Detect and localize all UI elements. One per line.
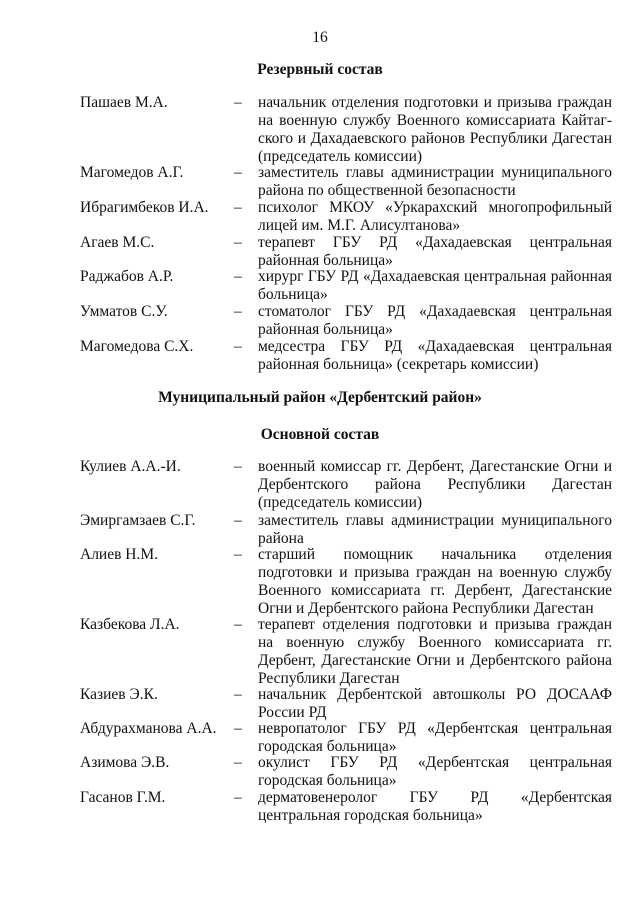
member-row xyxy=(80,458,612,511)
member-name: Алиев Н.М. xyxy=(80,546,159,563)
dash: – xyxy=(234,234,242,251)
member-description: заместитель главы администрации муниципального района по общественной безопасности xyxy=(258,164,612,199)
member-row xyxy=(80,686,612,721)
member-description: медсестра ГБУ РД «Дахадаевская центральная районная больница» (секретарь комиссии) xyxy=(258,338,612,373)
member-description: начальник отделения подготовки и призыва граждан на военную службу Военного комиссариата Кайтаг-ского и Дахадаевского районов Республики Дагестан (председатель комиссии) xyxy=(258,94,612,165)
member-row xyxy=(80,303,612,338)
member-description: старший помощник начальника отделения подготовки и призыва граждан на военную службу Военного комиссариата гг. Дербент, Дагестанские Огни и Дербентского района Республики Дагестан xyxy=(258,546,612,617)
dash: – xyxy=(234,512,242,529)
member-name: Умматов С.У. xyxy=(80,303,168,320)
member-row xyxy=(80,789,612,824)
member-row xyxy=(80,616,612,687)
member-name: Кулиев А.А.-И. xyxy=(80,458,181,475)
member-name: Абдурахманова А.А. xyxy=(80,720,217,737)
member-name: Казбекова Л.А. xyxy=(80,616,180,633)
dash: – xyxy=(234,546,242,563)
member-description: терапевт отделения подготовки и призыва граждан на военную службу Военного комиссариата гг. Дербент, Дагестанские Огни и Дербентского района Республики Дагестан xyxy=(258,616,612,687)
member-row xyxy=(80,720,612,755)
member-description: дерматовенеролог ГБУ РД «Дербентская центральная городская больница» xyxy=(258,789,612,824)
dash: – xyxy=(234,720,242,737)
member-description: окулист ГБУ РД «Дербентская центральная городская больница» xyxy=(258,754,612,789)
member-name: Эмиргамзаев С.Г. xyxy=(80,512,196,529)
dash: – xyxy=(234,338,242,355)
section-subheading-main: Основной состав xyxy=(260,426,380,443)
dash: – xyxy=(234,789,242,806)
member-description: начальник Дербентской автошколы РО ДОСААФ России РД xyxy=(258,686,612,721)
member-row xyxy=(80,546,612,617)
member-description: психолог МКОУ «Уркарахский многопрофильный лицей им. М.Г. Алисултанова» xyxy=(258,199,612,234)
member-description: терапевт ГБУ РД «Дахадаевская центральная районная больница» xyxy=(258,234,612,269)
member-name: Пашаев М.А. xyxy=(80,94,168,111)
member-row xyxy=(80,512,612,547)
member-description: хирург ГБУ РД «Дахадаевская центральная районная больница» xyxy=(258,268,612,303)
dash: – xyxy=(234,199,242,216)
dash: – xyxy=(234,686,242,703)
dash: – xyxy=(234,268,242,285)
dash: – xyxy=(234,458,242,475)
member-name: Казиев Э.К. xyxy=(80,686,158,703)
member-row xyxy=(80,94,612,165)
member-name: Раджабов А.Р. xyxy=(80,268,174,285)
dash: – xyxy=(234,164,242,181)
member-name: Гасанов Г.М. xyxy=(80,789,166,806)
member-name: Ибрагимбеков И.А. xyxy=(80,199,209,216)
member-name: Азимова Э.В. xyxy=(80,754,170,771)
member-description: военный комиссар гг. Дербент, Дагестанские Огни и Дербентского района Республики Дагестан (председатель комиссии) xyxy=(258,458,612,511)
member-row xyxy=(80,268,612,303)
member-description: заместитель главы администрации муниципального района xyxy=(258,512,612,547)
dash: – xyxy=(234,303,242,320)
section-heading-derbent: Муниципальный район «Дербентский район» xyxy=(158,389,482,406)
dash: – xyxy=(234,616,242,633)
member-row xyxy=(80,754,612,789)
dash: – xyxy=(234,754,242,771)
member-description: невропатолог ГБУ РД «Дербентская центральная городская больница» xyxy=(258,720,612,755)
member-row xyxy=(80,164,612,199)
member-row xyxy=(80,234,612,269)
section-heading-reserve: Резервный состав xyxy=(257,61,383,78)
member-description: стоматолог ГБУ РД «Дахадаевская центральная районная больница» xyxy=(258,303,612,338)
member-row xyxy=(80,338,612,373)
member-name: Магомедов А.Г. xyxy=(80,164,184,181)
member-row xyxy=(80,199,612,234)
member-name: Магомедова С.Х. xyxy=(80,338,194,355)
dash: – xyxy=(234,94,242,111)
page-number: 16 xyxy=(312,29,328,46)
member-name: Агаев М.С. xyxy=(80,234,155,251)
